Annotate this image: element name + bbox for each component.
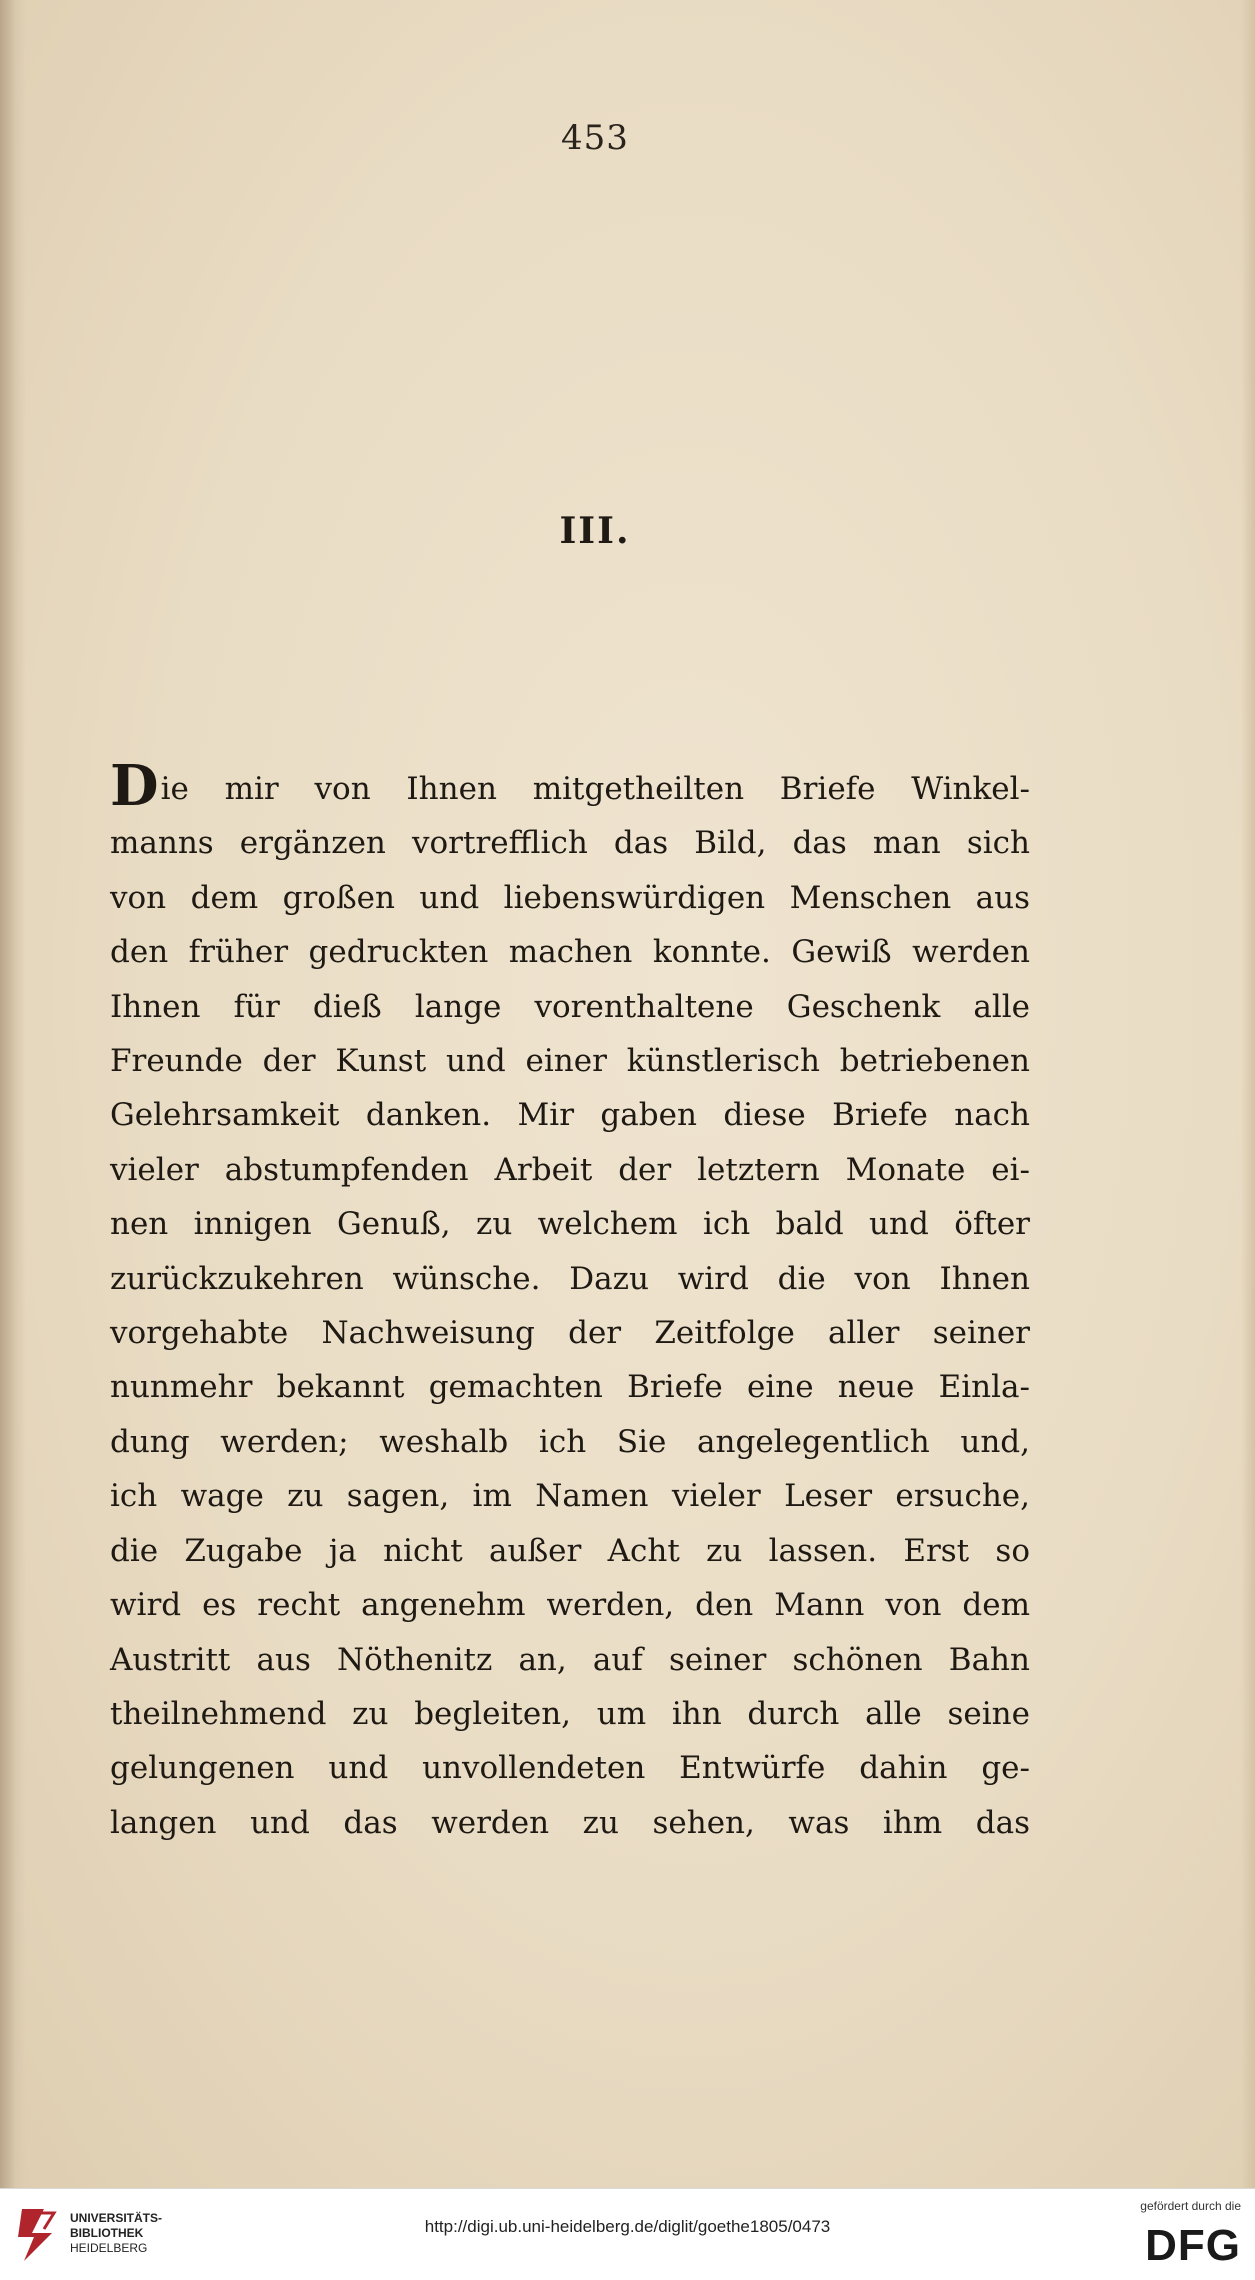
text-line-14: ich wage zu sagen, im Namen vieler Leser ersuche,	[110, 1478, 1030, 1515]
text-line-4: den früher gedruckten machen konnte. Gewiß werden	[110, 934, 1030, 971]
text-line-18: theilnehmend zu begleiten, um ihn durch alle seine	[110, 1695, 1030, 1732]
page-number: 453	[561, 118, 629, 158]
text-line-12: nunmehr bekannt gemachten Briefe eine neue Einla-	[110, 1369, 1030, 1406]
dfg-logo: DFG	[1145, 2221, 1241, 2270]
text-line-10: zurückzukehren wünsche. Dazu wird die von Ihnen	[110, 1260, 1030, 1297]
library-name-line-3: HEIDELBERG	[70, 2241, 148, 2255]
text-line-3: von dem großen und liebenswürdigen Menschen aus	[110, 879, 1030, 916]
text-line-7: Gelehrsamkeit danken. Mir gaben diese Briefe nach	[110, 1097, 1030, 1134]
text-line-19: gelungenen und unvollendeten Entwürfe dahin ge-	[110, 1750, 1030, 1787]
text-line-17: Austritt aus Nöthenitz an, auf seiner schönen Bahn	[110, 1641, 1030, 1678]
binding-shadow	[0, 0, 26, 2188]
chapter-heading: III.	[559, 510, 631, 552]
text-line-16: wird es recht angenehm werden, den Mann von dem	[110, 1587, 1030, 1624]
text-line-5: Ihnen für dieß lange vorenthaltene Geschenk alle	[110, 988, 1030, 1025]
text-line-13: dung werden; weshalb ich Sie angelegentlich und,	[110, 1423, 1030, 1460]
text-line-11: vorgehabte Nachweisung der Zeitfolge aller seiner	[110, 1315, 1030, 1352]
viewer-footer	[0, 2188, 1255, 2280]
text-line-6: Freunde der Kunst und einer künstlerisch betriebenen	[110, 1043, 1030, 1080]
text-line-15: die Zugabe ja nicht außer Acht zu lassen. Erst so	[110, 1532, 1030, 1569]
body-text	[110, 753, 1030, 1850]
funder-caption: gefördert durch die	[1140, 2199, 1241, 2213]
page-edge	[1241, 0, 1255, 2188]
text-line-8: vieler abstumpfenden Arbeit der letztern Monate ei-	[110, 1151, 1030, 1188]
text-line-1: Die mir von Ihnen mitgetheilten Briefe Winkel-	[110, 753, 1030, 819]
drop-initial: D	[110, 753, 159, 819]
text-line-2: manns ergänzen vortrefflich das Bild, das man sich	[110, 825, 1030, 862]
library-name-line-2: BIBLIOTHEK	[70, 2226, 144, 2240]
text-line-20: langen und das werden zu sehen, was ihm das	[110, 1804, 1030, 1841]
text-line-9: nen innigen Genuß, zu welchem ich bald und öfter	[110, 1206, 1030, 1243]
library-name-line-1: UNIVERSITÄTS-	[70, 2211, 163, 2225]
permalink-url[interactable]: http://digi.ub.uni-heidelberg.de/diglit/goethe1805/0473	[424, 2217, 831, 2236]
